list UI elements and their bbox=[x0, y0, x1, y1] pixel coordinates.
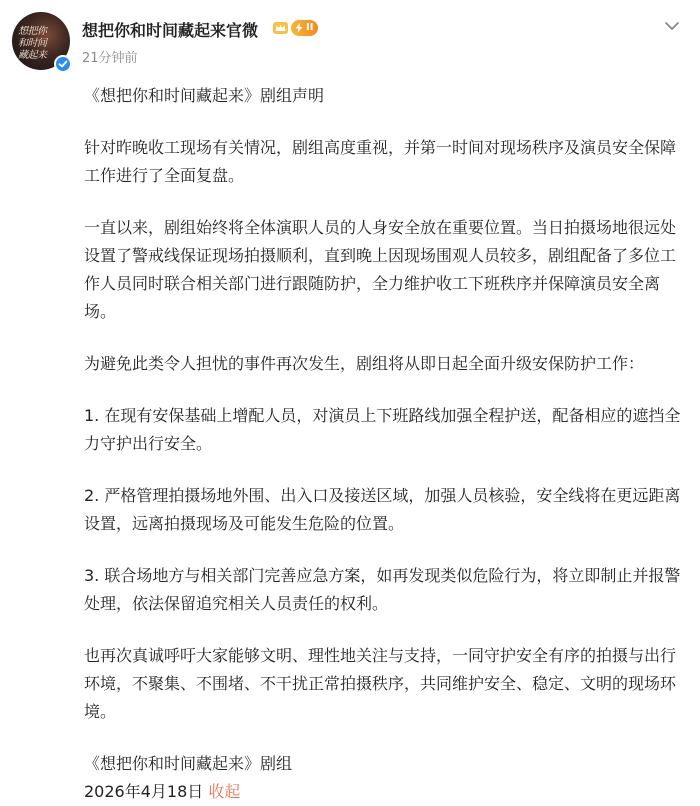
paragraph: 为避免此类令人担忧的事件再次发生，剧组将从即日起全面升级安保防护工作： bbox=[84, 354, 645, 373]
crown-icon bbox=[272, 19, 289, 36]
avatar-logo-text: 想把你 和时间 藏起来 bbox=[18, 26, 47, 61]
signature: 《想把你和时间藏起来》剧组 bbox=[84, 754, 293, 773]
level-text: II bbox=[306, 22, 314, 33]
chevron-down-icon[interactable] bbox=[660, 14, 684, 38]
post-timestamp[interactable]: 21分钟前 bbox=[82, 51, 138, 66]
author-name[interactable]: 想把你和时间藏起来官微 bbox=[82, 21, 259, 40]
paragraph: 一直以来，剧组始终将全体演职人员的人身安全放在重要位置。当日拍摄场地很远处设置了警戒线保证现场拍摄顺利，直到晚上因现场围观人员较多，剧组配备了多位工作人员同时联合相关部门进行跟随防护，全力维护收工下班秩序并保障演员安全离场。 bbox=[84, 218, 677, 321]
level-badge[interactable] bbox=[291, 20, 318, 36]
list-item: 1. 在现有安保基础上增配人员，对演员上下班路线加强全程护送，配备相应的遮挡全力守护出行安全。 bbox=[84, 406, 681, 453]
post-body bbox=[84, 82, 684, 806]
paragraph: 针对昨晚收工现场有关情况，剧组高度重视，并第一时间对现场秩序及演员安全保障工作进行了全面复盘。 bbox=[84, 138, 677, 185]
collapse-link[interactable]: 收起 bbox=[208, 782, 241, 801]
verified-check-icon bbox=[54, 55, 72, 73]
list-item: 3. 联合场地方与相关部门完善应急方案，如再发现类似危险行为，将立即制止并报警处理，依法保留追究相关人员责任的权利。 bbox=[84, 566, 681, 613]
post-date: 2026年4月18日 bbox=[84, 782, 204, 801]
list-item: 2. 严格管理拍摄场地外围、出入口及接送区域，加强人员核验，安全线将在更远距离设置，远离拍摄现场及可能发生危险的位置。 bbox=[84, 486, 681, 533]
post-header bbox=[0, 0, 700, 80]
date-line bbox=[84, 778, 684, 806]
user-badges bbox=[272, 19, 318, 36]
lightning-icon bbox=[294, 23, 304, 33]
statement-title: 《想把你和时间藏起来》剧组声明 bbox=[84, 86, 325, 105]
paragraph: 也再次真诚呼吁大家能够文明、理性地关注与支持，一同守护安全有序的拍摄与出行环境，不聚集、不围堵、不干扰正常拍摄秩序，共同维护安全、稳定、文明的现场环境。 bbox=[84, 646, 677, 721]
